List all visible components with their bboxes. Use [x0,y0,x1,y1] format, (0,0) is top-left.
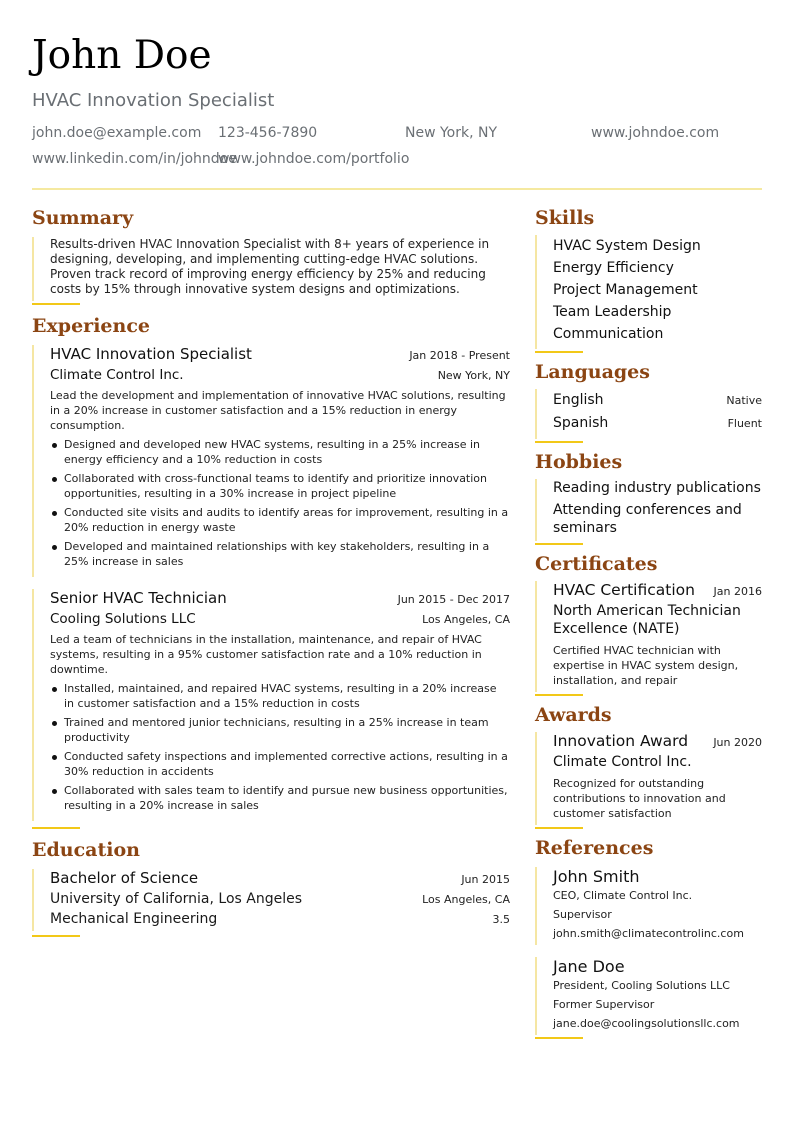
reference-entry [535,957,762,1035]
certificate-entry [535,581,762,692]
education-heading: Education [32,839,140,861]
education-field: Mechanical Engineering [50,911,218,927]
phone-text: 123-456-7890 [218,125,318,141]
job-company: Climate Control Inc. [50,367,184,383]
skill-item: Project Management [553,282,698,298]
reference-name: Jane Doe [553,957,625,976]
hobby-item: Attending conferences and seminars [553,502,742,536]
experience-section [32,313,510,829]
references-heading: References [535,837,654,859]
certificates-section [535,551,762,696]
job-date: Jun 2015 - Dec 2017 [397,593,510,606]
reference-position: CEO, Climate Control Inc. [553,889,693,902]
skills-underline [535,351,583,353]
skills-section [535,205,762,353]
hobbies-section [535,449,762,545]
job-bullet: Installed, maintained, and repaired HVAC systems, resulting in a 20% increase in customer satisfaction and a 15% reduction in costs [50,681,510,711]
header-divider [32,188,762,190]
linkedin-link[interactable]: www.linkedin.com/in/johndoe [32,151,237,167]
education-date: Jun 2015 [461,873,510,886]
candidate-title: HVAC Innovation Specialist [32,90,275,111]
education-section [32,837,510,937]
job-bullets [50,681,510,813]
hobbies-heading: Hobbies [535,451,623,473]
education-underline [32,935,80,937]
candidate-name: John Doe [32,33,212,78]
skills-heading: Skills [535,207,595,229]
awards-heading: Awards [535,704,612,726]
reference-relation: Former Supervisor [553,998,655,1011]
certificate-title: HVAC Certification [553,581,695,599]
languages-list [535,389,762,439]
location-text: New York, NY [405,125,498,141]
languages-underline [535,441,583,443]
language-item [553,412,762,435]
award-entry [535,732,762,825]
summary-underline [32,303,80,305]
job-bullet: Collaborated with sales team to identify and pursue new business opportunities, resulting in a 20% increase in sales [50,783,510,813]
award-issuer: Climate Control Inc. [553,754,692,770]
job-location: Los Angeles, CA [422,613,510,626]
job-description: Led a team of technicians in the installation, maintenance, and repair of HVAC systems, resulting in a 95% customer satisfaction rate and a 10% reduction in downtime. [50,633,482,676]
job-entry [32,345,510,577]
language-level: Native [726,394,762,407]
award-title: Innovation Award [553,732,689,750]
language-name: Spanish [553,415,609,431]
summary-heading: Summary [32,207,134,229]
certificate-description: Certified HVAC technician with expertise in HVAC system design, installation, and repair [553,644,739,687]
job-bullet: Conducted safety inspections and implemented corrective actions, resulting in a 30% reduction in accidents [50,749,510,779]
job-bullets [50,437,510,569]
job-bullet: Designed and developed new HVAC systems, resulting in a 25% increase in energy efficiency and a 10% reduction in costs [50,437,510,467]
language-name: English [553,392,604,408]
education-location: Los Angeles, CA [422,893,510,906]
reference-name: John Smith [553,867,640,886]
job-location: New York, NY [437,369,510,382]
certificate-date: Jan 2016 [713,585,762,598]
education-entry [32,869,510,931]
reference-position: President, Cooling Solutions LLC [553,979,730,992]
languages-heading: Languages [535,361,650,383]
job-bullet: Developed and maintained relationships with key stakeholders, resulting in a 25% increase in sales [50,539,510,569]
certificates-underline [535,694,583,696]
languages-section [535,359,762,443]
reference-entry [535,867,762,945]
summary-text: Results-driven HVAC Innovation Specialist with 8+ years of experience in designing, developing, and implementing cutting-edge HVAC solutions. Proven track record of improving energy efficiency by 25% and reducing costs by 15% through innovative system designs and optimizations. [32,237,510,301]
hobbies-list [535,479,762,541]
hobby-item: Reading industry publications [553,480,761,496]
left-column [32,205,510,937]
right-column [535,205,762,1039]
job-bullet: Trained and mentored junior technicians, resulting in a 25% increase in team productivity [50,715,510,745]
language-level: Fluent [727,417,762,430]
certificates-heading: Certificates [535,553,658,575]
hobbies-underline [535,543,583,545]
experience-heading: Experience [32,315,150,337]
portfolio-link[interactable]: www.johndoe.com/portfolio [218,151,410,167]
education-degree: Bachelor of Science [50,869,199,887]
skill-item: Energy Efficiency [553,260,674,276]
resume-header [32,33,762,171]
references-section [535,835,762,1039]
award-date: Jun 2020 [713,736,762,749]
reference-relation: Supervisor [553,908,612,921]
education-school: University of California, Los Angeles [50,891,303,907]
job-company: Cooling Solutions LLC [50,611,196,627]
email-link[interactable]: john.doe@example.com [32,125,202,141]
awards-underline [535,827,583,829]
award-description: Recognized for outstanding contributions to innovation and customer satisfaction [553,777,726,820]
reference-email[interactable]: jane.doe@coolingsolutionsllc.com [553,1017,740,1030]
skill-item: HVAC System Design [553,238,701,254]
skill-item: Communication [553,326,664,342]
website-link[interactable]: www.johndoe.com [591,125,720,141]
awards-section [535,702,762,829]
job-bullet: Collaborated with cross-functional teams to identify and prioritize innovation opportunities, resulting in a 30% increase in project pipeline [50,471,510,501]
summary-section [32,205,510,305]
job-title: HVAC Innovation Specialist [50,345,252,363]
job-date: Jan 2018 - Present [409,349,510,362]
certificate-issuer: North American Technician Excellence (NATE) [553,603,741,637]
education-gpa: 3.5 [492,913,510,926]
job-bullet: Conducted site visits and audits to identify areas for improvement, resulting in a 20% reduction in energy waste [50,505,510,535]
job-title: Senior HVAC Technician [50,589,227,607]
language-item [553,389,762,412]
experience-underline [32,827,80,829]
skill-item: Team Leadership [553,304,672,320]
reference-email[interactable]: john.smith@climatecontrolinc.com [553,927,744,940]
job-description: Lead the development and implementation of innovative HVAC solutions, resulting in a 20% increase in customer satisfaction and a 15% reduction in energy consumption. [50,389,506,432]
contact-info [32,111,762,171]
skills-list [535,235,762,349]
job-entry [32,589,510,821]
references-underline [535,1037,583,1039]
